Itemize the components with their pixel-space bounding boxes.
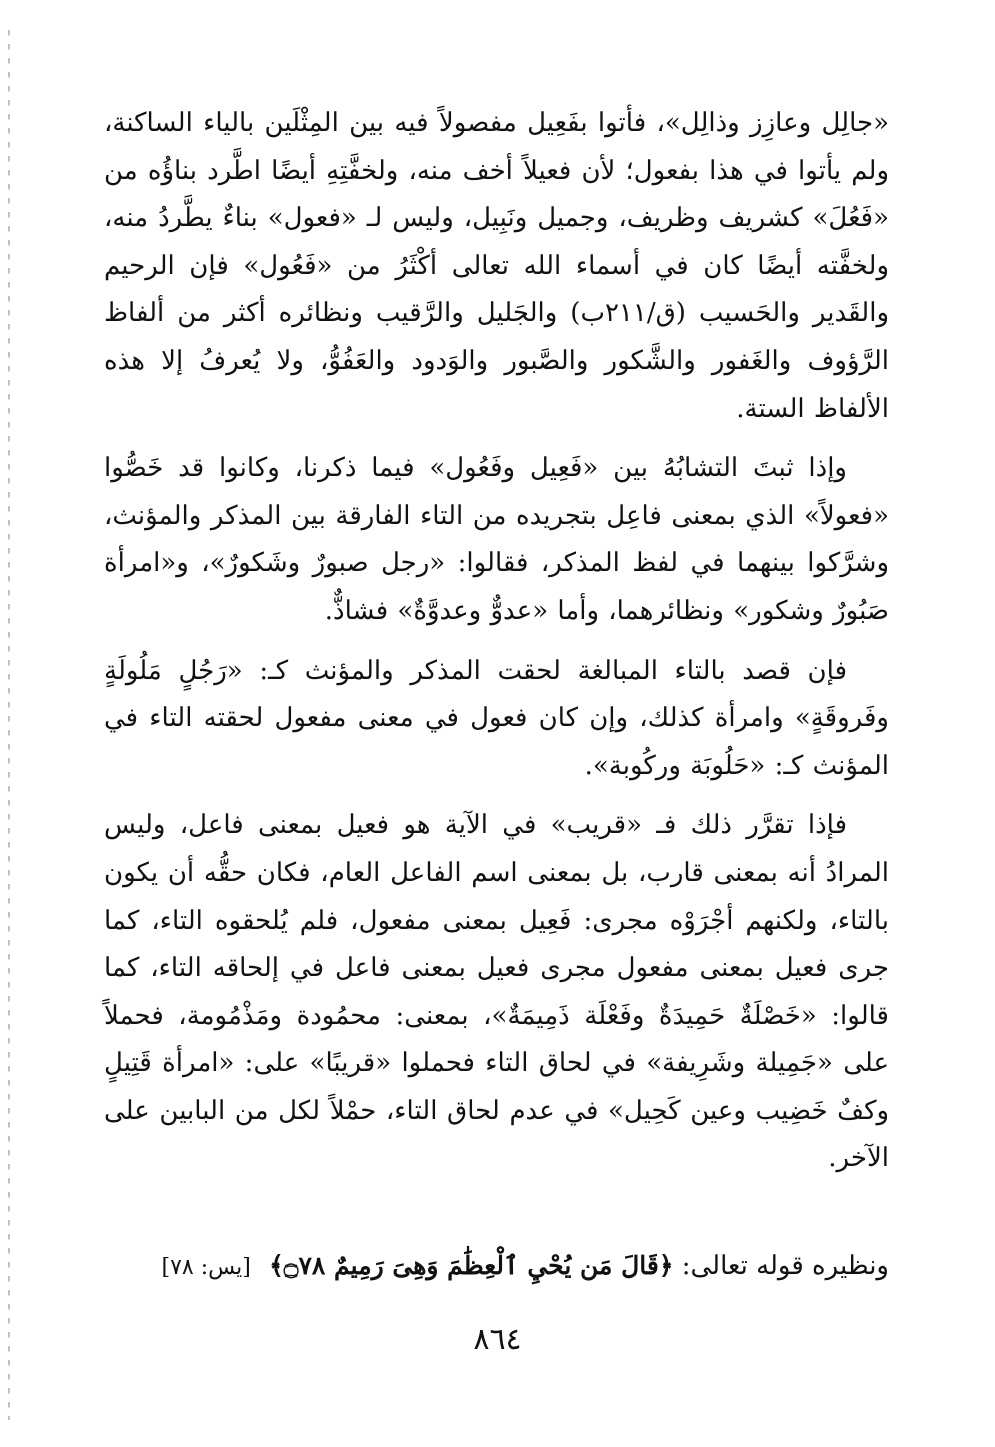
body-text	[104, 100, 889, 1183]
paragraph-4: فإذا تقرَّر ذلك فـ «قريب» في الآية هو فعيل بمعنى فاعل، وليس المرادُ أنه بمعنى قارب، بل بمعنى اسم الفاعل العام، فكان حقُّه أن يكون بالتاء، ولكنهم أجْرَوْه مجرى: فَعِيل بمعنى مفعول، فلم يُلحقوه التاء، كما جرى فعيل بمعنى مفعول مجرى فعيل بمعنى فاعل في إلحاقه التاء، كما قالوا: «خَصْلَةٌ حَمِيدَةٌ وفَعْلَة ذَمِيمَةٌ»، بمعنى: محمُودة ومَذْمُومة، فحملاً على «جَمِيلة وشَرِيفة» في لحاق التاء فحملوا «قريبًا» على: «امرأة قَتِيلٍ وكفٌ خَضِيب وعين كَحِيل» في عدم لحاق التاء، حمْلاً لكل من البابين على الآخر.	[104, 810, 889, 1174]
verse-reference: [يس: ٧٨]	[161, 1255, 251, 1280]
page-number: ٨٦٤	[473, 1322, 522, 1357]
citation-lead: ونظيره قوله تعالى:	[681, 1251, 889, 1281]
paragraph-3: فإن قصد بالتاء المبالغة لحقت المذكر والمؤنث كـ: «رَجُلٍ مَلُولَةٍ وفَروقَةٍ» وامرأة كذلك، وإن كان فعول في معنى مفعول لحقته التاء في المؤنث كـ: «حَلُوبَة وركُوبة».	[104, 655, 889, 781]
paragraph-1: «جالِل وعازِز وذالِل»، فأتوا بفَعِيل مفصولاً فيه بين المِثْلَين بالياء الساكنة، ولم يأتوا في هذا بفعول؛ لأن فعيلاً أخف منه، ولخفَّتِهِ أيضًا اطَّرد بناؤُه من «فَعُلَ» كشريف وظريف، وجميل ونَبِيل، وليس لـ «فعول» بناءٌ يطَّردُ منه، ولخفَّته أيضًا كان في أسماء الله تعالى أكْثَرُ من «فَعُول» فإن الرحيم والقَدير والحَسيب (ق/٢١١ب) والجَليل والرَّقيب ونظائره أكثر من ألفاظ الرَّؤوف والغَفور والشَّكور والصَّبور والوَدود والعَفُوُّ، ولا يُعرفُ إلا هذه الألفاظ الستة.	[104, 108, 890, 424]
scan-edge-marks	[8, 30, 10, 1420]
quran-citation-line	[104, 1242, 889, 1292]
quran-verse: ﴿قَالَ مَن يُحْيِ ٱلْعِظَٰمَ وَهِىَ رَمِيمٌ ۝٧٨﴾	[269, 1251, 674, 1280]
paragraph-2: وإذا ثبتَ التشابُهُ بين «فَعِيل وفَعُول» فيما ذكرنا، وكانوا قد خَصُّوا «فعولاً» الذي بمعنى فاعِل بتجريده من التاء الفارقة بين المذكر والمؤنث، وشرَّكوا بينهما في لفظ المذكر، فقالوا: «رجل صبورٌ وشَكورٌ»، و«امرأة صَبُورٌ وشكور» ونظائرهما، وأما «عدوٌّ وعدوَّةٌ» فشاذٌّ.	[104, 453, 889, 626]
